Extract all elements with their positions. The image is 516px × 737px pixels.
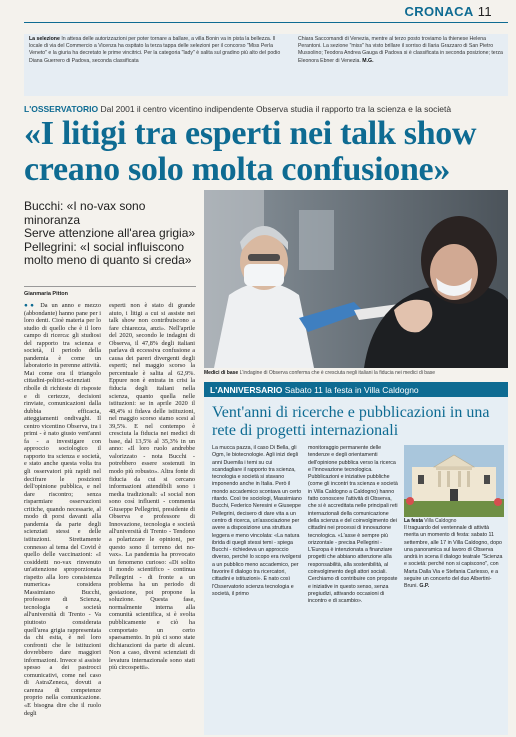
top-box-col1 <box>29 36 290 94</box>
body-col2-text: esperti non è stato di grande aiuto, i litigi a cui si assiste nei talk show non contribuiscono a fare chiarezza, anzi». Nell'aprile del 2020, secondo le indagini di Observa, il 47,8% degli italiani parlava di eccessiva confusione a causa dei pareri divergenti degli esperti; nel maggio scorso la percentuale è salita al 62,9%. Eppure non è entrata in crisi la fiducia degli italiani nella scienza, quanto quella nelle istituzioni: se in aprile 2020 il 48,4% si fidava delle istituzioni, nel maggio scorso siamo scesi al 39,5%. E nel contempo è cresciuta la fiducia nei medici di base, dal 13,5% al 35,3% in un anno: «Il loro ruolo andrebbe valorizzato - nota Bucchi - potrebbero essere sostenuti in modo più robusto». Altra fonte di fiducia da cui si cercano informazioni attendibili sono i media tradizionali: «I social non sono così influenti - commenta Giuseppe Pellegrini, presidente di Observa e professore di Innovazione, tecnologia e società all'università di Trento - Tendono a polarizzare le opinioni, per questo sono il terreno dei no-vax». La pandemia ha provocato un fenomeno curioso: «Di solito il mondo scientifico - continua Pellegrini - di fronte a un problema ha un periodo di gestazione, poi propone la soluzione. Questa fase, normalmente interna alla comunità scientifica, si è svolta pubblicamente e ciò ha comportato un certo spaesamento. In più ci sono state dichiarazioni da parte di alcuni. Non a caso, diversi scienziati di levatura internazionale sono stati più circospetti». <box>109 302 195 672</box>
photo-caption-label: Medici di base <box>204 370 239 376</box>
villa-caption-label: La festa <box>404 518 423 524</box>
deck-rule <box>24 286 196 287</box>
kicker <box>24 104 508 114</box>
villa-illustration <box>404 445 504 517</box>
anniversary-title: Vent'anni di ricerche e pubblicazioni in una rete di progetti internazionali <box>212 404 490 439</box>
anniversary-signature: G.P. <box>419 583 430 590</box>
headline: «I litigi tra esperti nei talk show creano solo molta confusione» <box>24 115 477 188</box>
top-box-col1-text: In attesa delle autorizzazioni per poter tornare a ballare, a villa Bonin va in pista la bellezza. Il locale di via del Commercio a Vicenza ha ospitato la terza tappa delle selezioni per il concorso "Miss Perla Veneto" e la giuria ha decretato le prime vincitrici. Per la categoria "lady" è salita sul gradino più alto del podio Diana Guerrero di Padova, seconda classificata <box>29 36 281 64</box>
section-name: CRONACA <box>404 4 474 19</box>
anniversary-banner <box>204 382 508 397</box>
vaccination-illustration <box>204 190 508 368</box>
top-box-signature: M.G. <box>362 57 374 64</box>
villa-photo <box>404 445 504 517</box>
kicker-text: Dal 2001 il centro vicentino indipendente Observa studia il rapporto tra la scienza e la società <box>100 104 452 114</box>
deck-line: Pellegrini: «I social influiscono <box>24 239 185 254</box>
anniversary-label: L'ANNIVERSARIO <box>210 385 283 395</box>
anniversary-column-3 <box>404 525 504 735</box>
anniversary-column-2: monitoraggio permanente delle tendenze e degli orientamenti dell'opinione pubblica verso la ricerca e l'innovazione tecnologica. Pubblicazioni e iniziative pubbliche (come gli incontri tra scienza e società in Villa Caldogno a Caldogno) hanno fatto conoscere l'attività di Observa, che si è accreditata nelle principali reti internazionali della comunicazione della scienza e del coinvolgimento dei cittadini nei processi di innovazione tecnologica. «L'asse è sempre più orizzontale - precisa Pellegrini - L'Europa è intenzionata a finanziare progetti che abbiano attenzione alla responsabilità, alla sostenibilità, al coinvolgimento degli attori sociali. Cerchiamo di contribuire con proposte e iniziative in questo senso, senza pregiudizi, attivando occasioni di incontro e di scambio». <box>308 445 398 605</box>
anniversary-banner-text: Sabato 11 la festa in Villa Caldogno <box>284 385 419 395</box>
bullet-icon: ●● <box>24 302 41 309</box>
photo-caption-text: L'indagine di Observa conferma che è cresciuta negli italiani la fiducia nei medici di base <box>239 370 436 376</box>
body-col1-text: Da un anno e mezzo (abbondante) hanno pane per i loro denti. Cioè materia per lo studio di quello che è il loro campo di ricerca: gli studiosi del rapporto tra scienza e società, il periodo della pandemia è come un laboratorio in perenne attività. Mai come ora il triangolo cittadini-politici-scienziati ribolle di richieste di risposte e di certezze, decisioni rinviate, comunicazioni dalla dubbia efficacia, atteggiamenti ondivaghi. Il centro vicentino Observa, tra i primi - è nato giusto vent'anni fa - a investigare con approccio sociologico il rapporto tra scienza e società, e stato anche questa volta tra gli osservatori più rapidi nel decifrare le posizioni dell'opinione pubblica, e nel dare riscontro; senza risparmiare osservazioni critiche, quando necessarie, al modo di porsi davanti alla pandemia da parte degli scienziati stessi e delle istituzioni. Strettamente connesso al tema del Covid è quello delle vaccinazioni: «I cosiddetti no-vax rinvenuto un'attenzione sproporzionata rispetto alla loro consistenza numerica» considera Massimiano Bucchi, professore di Scienza, tecnologia e società all'università di Trento - Va piuttosto considerata quell'area grigia rappresentata da chi esita, è nel loro confronti che le istituzioni dovrebbero dare maggiori informazioni. Invece si assiste spesso a dei pastrocci comunicativi, come nel caso di AstraZeneca, dovuti a carenza di competenze proprio nella comunicazione. «E bisogna dire che il ruolo degli <box>24 302 101 717</box>
header-rule <box>24 22 508 23</box>
anniversary-col3-text: Il traguardo del ventennale di attività merita un momento di festa: sabato 11 settembre, alle 17 in Villa Caldogno, dopo una panoramica sul lavoro di Observa andrà in scena il dialogo teatrale "Scienza e società: perché non si capiscono", con Marta Dalla Via e Stefania Carlesso, e a seguire un concerto del duo Albertini-Bruni. <box>404 525 503 590</box>
top-box-col2-text: Chiara Saccomandi di Venezia, mentre al terzo posto troviamo la thienese Helena Perantoni. La sezione "miss" ha visto brillare il sorriso di Ilaria Grazzaro di San Pietro Mussolino; Teodora Andrea Gauga di Padova si è classificata in seconda posizione; terza Eleonora Ebner di Venezia. <box>297 36 503 64</box>
body-column-2 <box>109 302 195 726</box>
vaccination-photo <box>204 190 508 368</box>
top-box-lead: La selezione <box>29 36 60 42</box>
kicker-label: L'OSSERVATORIO <box>24 104 99 114</box>
page-number: 11 <box>477 4 492 19</box>
top-news-box <box>24 34 508 96</box>
body-column-1 <box>24 302 101 726</box>
section-header <box>404 4 492 19</box>
deck <box>24 200 196 268</box>
villa-caption-text: Villa Caldogno <box>424 518 457 524</box>
villa-caption <box>404 518 504 524</box>
deck-line: molto meno di quanto si creda» <box>24 253 192 267</box>
deck-line: Bucchi: «I no-vax sono minoranza <box>24 199 146 227</box>
deck-line: Serve attenzione all'area grigia» <box>24 226 196 240</box>
photo-caption <box>204 370 508 376</box>
anniversary-column-1: La mucca pazza, il caso Di Bella, gli Ogm, le biotecnologie. Agli inizi degli anni Duemila i temi su cui scandagliare il rapporto tra scienza, tecnologia e società si stavano imponendo anche in Italia. Però il mondo accademico scontava un certo ritardo. Così tre sociologi, Massimiano Bucchi, Federico Neresini e Giuseppe Pellegrini, decisero di dare vita a un centro di ricerca, un'associazione per avere a disposizione una struttura leggera e meno vincolata: «La natura ibrida di quegli stessi temi - spiega Bucchi - richiedeva un approccio diverso, perché lo scopo era rivolgersi a un pubblico meno accademico, per favorire il dialogo tra ricercatori, cittadini e istituzioni». È nato così l'Osservatorio scienza tecnologia e società, il primo <box>212 445 302 597</box>
top-box-col2 <box>298 36 503 94</box>
byline: Gianmaria Pitton <box>24 291 69 297</box>
